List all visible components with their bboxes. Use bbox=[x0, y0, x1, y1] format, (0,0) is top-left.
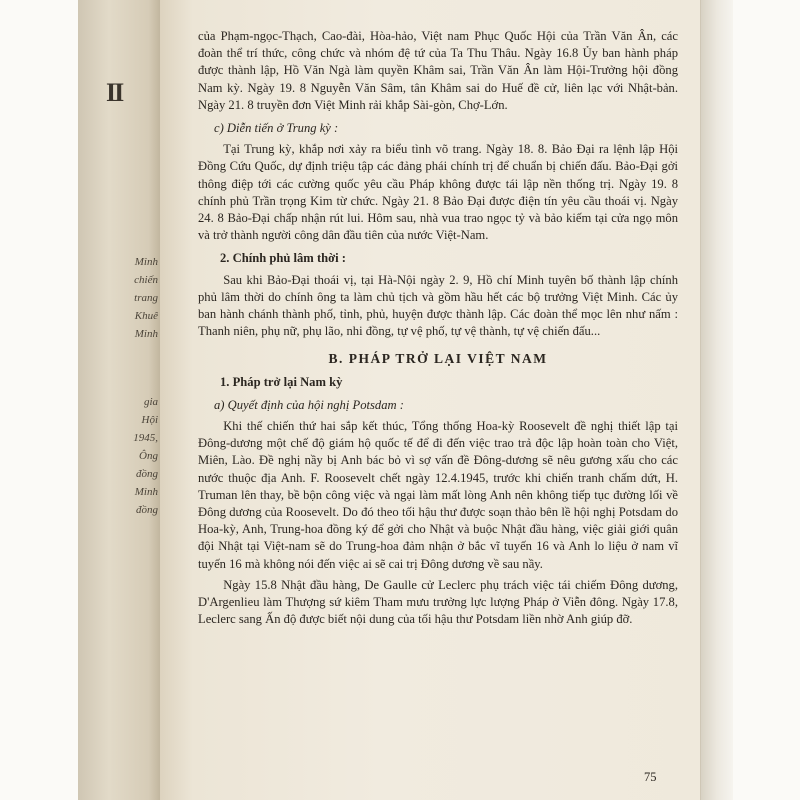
margin-fragment: Minh bbox=[134, 486, 158, 498]
paragraph: Ngày 15.8 Nhật đầu hàng, De Gaulle cử Leclerc phụ trách việc tái chiếm Đông dương, D'Argenlieu làm Thượng sứ kiêm Tham mưu trưởng lực lượng Pháp ở Viễn đông. Ngày 17.8, Leclerc sang Ấn độ được biết nội dung của tối hậu thư Potsdam liền nhờ Anh giúp đỡ. bbox=[198, 577, 678, 627]
margin-fragment: Ông bbox=[139, 450, 158, 462]
section-heading: 1. Pháp trở lại Nam kỳ bbox=[220, 374, 343, 389]
next-page-edge bbox=[700, 0, 733, 800]
adjacent-page bbox=[78, 0, 166, 800]
margin-fragment: Hội bbox=[141, 414, 158, 426]
page-body bbox=[198, 28, 678, 633]
subsection-heading: a) Quyết định của hội nghị Potsdam : bbox=[214, 397, 404, 412]
margin-fragment: Khuê bbox=[134, 310, 158, 322]
margin-fragment: gia bbox=[143, 396, 158, 408]
margin-fragment: đồng bbox=[136, 504, 158, 516]
margin-fragment: 1945, bbox=[133, 432, 158, 444]
page-number: 75 bbox=[644, 770, 657, 784]
paragraph: Tại Trung kỳ, khắp nơi xảy ra biểu tình võ trang. Ngày 18. 8. Bảo Đại ra lệnh lập Hội Đồng Cứu Quốc, dự định triệu tập các đảng phái chính trị để chuẩn bị chiến đấu. Bảo-Đại gởi thông điệp tới các cường quốc yêu cầu Pháp không được tái lập nền thống trị. Ngày 19. 8 chính phủ Trần trọng Kim từ chức. Ngày 21. 8 Bảo Đại được điện tín yêu cầu thoái vị. Ngày 24. 8 Bảo-Đại chấp nhận rút lui. Hôm sau, nhà vua trao ngọc tỷ và bảo kiếm tại cửa ngọ môn và trở thành người công dân đầu tiên của nước Việt-Nam. bbox=[198, 142, 678, 243]
section-heading: 2. Chính phủ lâm thời : bbox=[220, 251, 346, 266]
chapter-mark: II bbox=[106, 78, 123, 107]
paragraph: của Phạm-ngọc-Thạch, Cao-đài, Hòa-hảo, Việt nam Phục Quốc Hội của Trần Văn Ân, các đoàn thể trí thức, công chức và nhóm đệ tứ của Ta Thu Thâu. Ngày 16.8 Ủy ban hành pháp được thành lập, Hồ Văn Ngà làm quyền Khâm sai, Trần Văn Ân làm Hội-Trưởng hội đồng Nam kỳ. Ngày 19. 8 Nguyễn Văn Sâm, tân Khâm sai do Huế đề cử, liên lạc với Nhật-bản. Ngày 21. 8 truyền đơn Việt Minh rải khắp Sài-gòn, Chợ-Lớn. bbox=[198, 29, 678, 112]
margin-fragment: Minh bbox=[134, 328, 158, 340]
margin-fragment: chiến bbox=[134, 274, 158, 286]
margin-fragment: Minh bbox=[134, 256, 158, 268]
part-title: B. PHÁP TRỞ LẠI VIỆT NAM bbox=[328, 351, 548, 367]
subsection-heading: c) Diễn tiến ở Trung kỳ : bbox=[214, 121, 339, 136]
paragraph: Khi thế chiến thứ hai sắp kết thúc, Tổng thống Hoa-kỳ Roosevelt đề nghị thiết lập tại Đông-dương một chế độ giám hộ quốc tế để đi đến việc trao trả độc lập hoàn toàn cho Việt, Miên, Lào. Đề nghị nầy bị Anh bác bỏ vì sợ vấn đề Đông-dương sẽ nêu gương xấu cho các nước thuộc địa Anh. F. Roosevelt chết ngày 12.4.1945, trước khi chiến tranh chấm dứt, H. Truman lên thay, bề bộn công việc và ngại làm mất lòng Anh nên không tiếp tục đường lối về Đông dương của Roosevelt. Do đó theo tối hậu thư được soạn thảo bên lề hội nghị Potsdam do Hoa-kỳ, Anh, Trung-hoa đồng ký để gởi cho Nhật và buộc Nhật đầu hàng, việc giải giới quân đội Nhật tại Việt-nam sẽ do Trung-hoa đảm nhận ở bắc vĩ tuyến 16 và Anh lo liệu ở nam vĩ tuyến 16 mà không nói đến việc ai sẽ cai trị Đông dương về sau nầy. bbox=[198, 419, 678, 571]
margin-fragment: trang bbox=[134, 292, 158, 304]
margin-fragment: đồng bbox=[136, 468, 158, 480]
paragraph: Sau khi Bảo-Đại thoái vị, tại Hà-Nội ngày 2. 9, Hồ chí Minh tuyên bố thành lập chính phủ lâm thời do chính ông ta làm chủ tịch và gồm hầu hết các bộ trưởng Việt Minh. Các ủy ban hành chánh thành phố, tỉnh, phủ, huyện được thành lập. Các đoàn thể mọc lên như nấm : Thanh niên, phụ nữ, phụ lão, nhi đồng, tự vệ phố, tự vệ thành, tự vệ chiến đấu... bbox=[198, 272, 678, 339]
